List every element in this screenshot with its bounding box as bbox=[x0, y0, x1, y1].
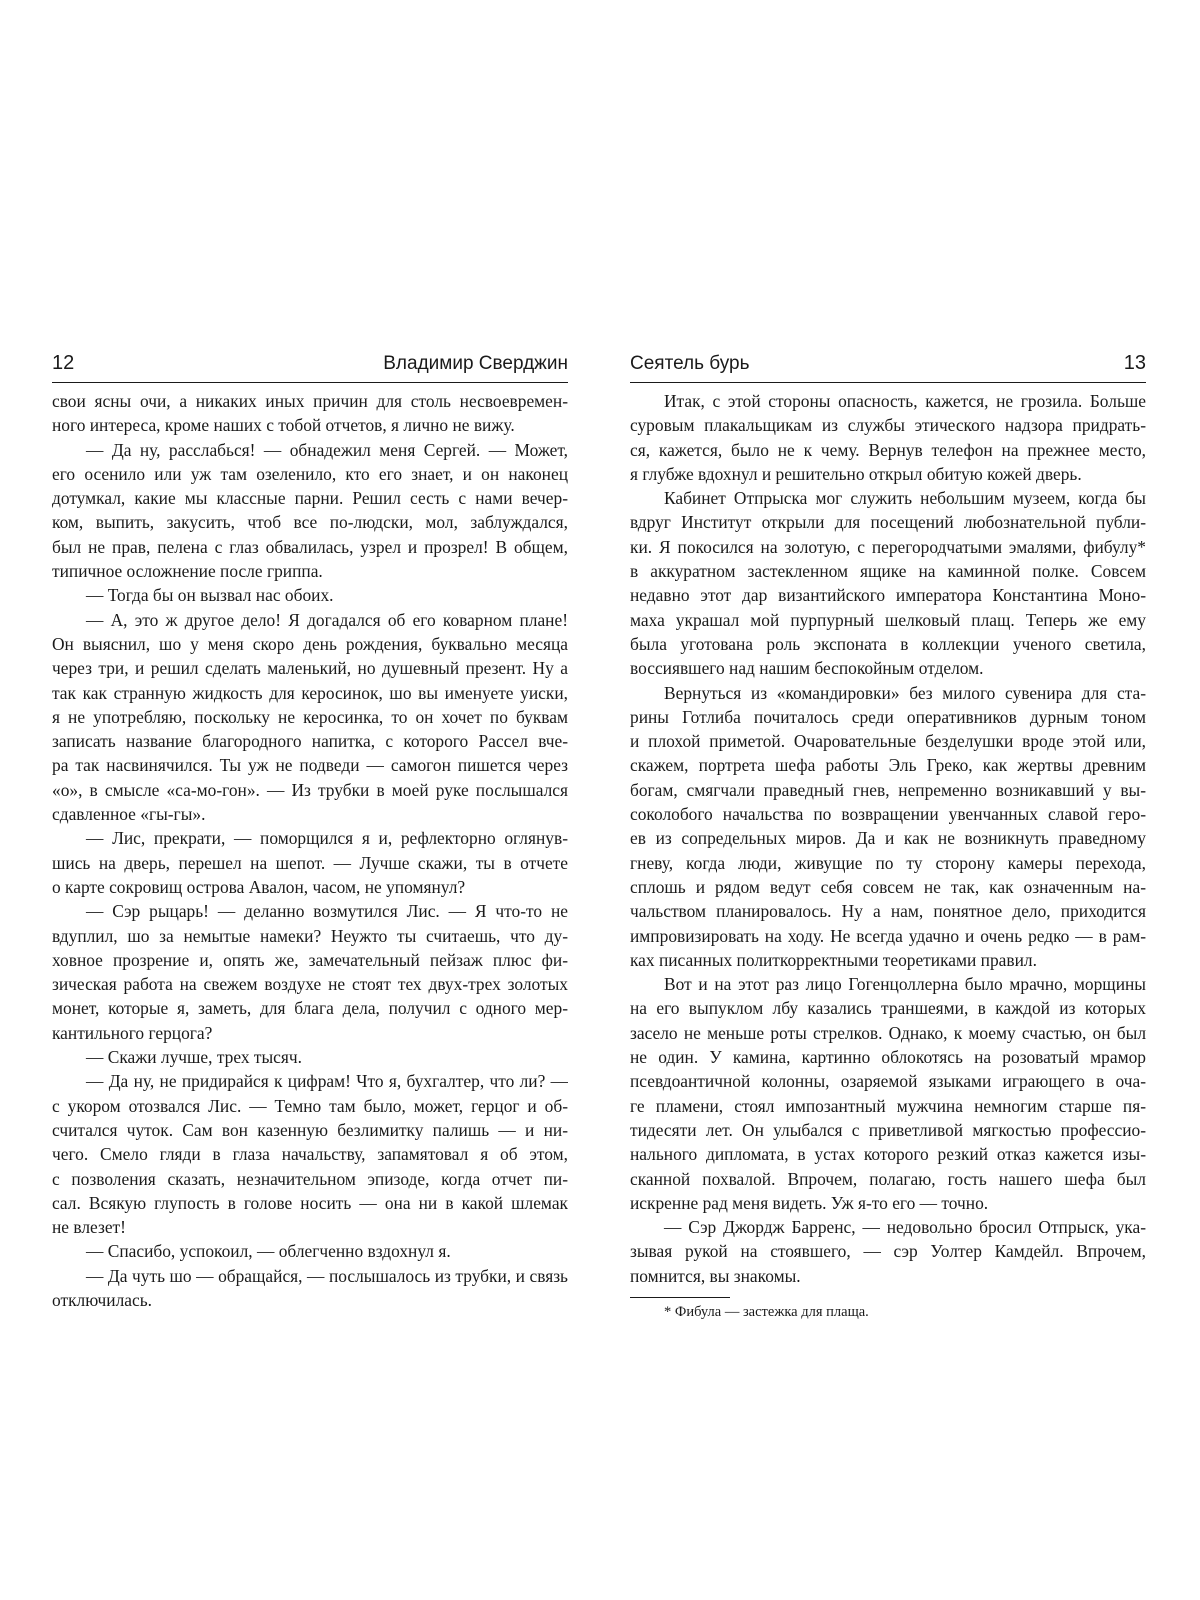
text-line: и плохой приметой. Очаровательные безделушки вроде этой или, bbox=[630, 731, 1146, 752]
text-line: была уготована роль экспоната в коллекции ученого светила, bbox=[630, 633, 1146, 654]
text-line: кантильного герцога? bbox=[52, 1022, 213, 1043]
text-line: — Да чуть шо — обращайся, — послышалось из трубки, и связь bbox=[86, 1265, 568, 1286]
text-line: соколобого начальства по возвращении увенчанных славой геро- bbox=[630, 804, 1146, 825]
left-body-text bbox=[52, 389, 568, 1312]
text-line: ного интереса, кроме наших с тобой отчетов, я лично не вижу. bbox=[52, 415, 515, 436]
text-line: — А, это ж другое дело! Я догадался об его коварном плане! bbox=[86, 609, 568, 630]
text-line: дотумкал, какие мы классные парни. Решил сесть с нами вечер- bbox=[52, 488, 568, 509]
text-line: тидесяти лет. Он улыбался с приветливой мягкостью профессио- bbox=[630, 1119, 1146, 1140]
text-line: — Да ну, не придирайся к цифрам! Что я, бухгалтер, что ли? — bbox=[86, 1071, 568, 1092]
text-line: недавно этот дар византийского императора Константина Моно- bbox=[630, 585, 1146, 606]
footnote: * Фибула — застежка для плаща. bbox=[664, 1303, 869, 1320]
text-line: засело не меньше роты стрелков. Однако, к моему счастью, он был bbox=[630, 1022, 1146, 1043]
text-line: свои ясны очи, а никаких иных причин для столь несвоевремен- bbox=[52, 391, 568, 411]
text-line: — Да ну, расслабься! — обнадежил меня Сергей. — Может, bbox=[86, 439, 568, 460]
text-line: — Скажи лучше, трех тысяч. bbox=[86, 1047, 302, 1068]
text-line: Кабинет Отпрыска мог служить небольшим музеем, когда бы bbox=[664, 488, 1146, 509]
right-running-head-title: Сеятель бурь bbox=[630, 353, 750, 374]
text-line: не влезет! bbox=[52, 1217, 126, 1238]
text-line: монет, которые я, заметь, для блага дела, получил с одного мер- bbox=[52, 998, 568, 1019]
footnote-divider bbox=[630, 1297, 730, 1298]
right-page bbox=[630, 352, 1146, 1322]
text-line: ге пламени, стоял импозантный мужчина немногим старше пя- bbox=[630, 1095, 1146, 1116]
text-line: богам, смягчали праведный гнев, непременно возникавший у вы- bbox=[630, 779, 1146, 800]
text-line: воссиявшего над нашим беспокойным отделом. bbox=[630, 658, 984, 679]
text-line: Он выяснил, шо у меня скоро день рождения, буквально месяца bbox=[52, 633, 568, 654]
text-line: через три, и решил сделать маленький, но душевный презент. Ну а bbox=[52, 658, 568, 679]
text-line: ки. Я покосился на золотую, с перегородчатыми эмалями, фибулу* bbox=[630, 536, 1146, 557]
text-line: сканной похвалой. Впрочем, полагаю, гость нашего шефа был bbox=[630, 1168, 1146, 1189]
text-line: записать название благородного напитка, с которого Рассел вче- bbox=[52, 731, 568, 752]
text-line: его осенило или уж там озеленило, кто его знает, и он наконец bbox=[52, 463, 568, 484]
text-line: маха украшал мой пурпурный шелковый плащ. Теперь же ему bbox=[630, 609, 1146, 630]
text-line: — Сэр Джордж Барренс, — недовольно бросил Отпрыск, ука- bbox=[664, 1217, 1146, 1238]
text-line: сал. Всякую глупость в голове носить — она ни в какой шлемак bbox=[52, 1192, 568, 1213]
text-line: — Лис, прекрати, — поморщился я и, рефлекторно оглянув- bbox=[86, 828, 568, 849]
text-line: отключилась. bbox=[52, 1289, 152, 1310]
text-line: ком, выпить, закусить, чтоб все по-людски, мол, заблуждался, bbox=[52, 512, 568, 533]
text-line: — Тогда бы он вызвал нас обоих. bbox=[86, 585, 334, 606]
text-line: был не прав, пелена с глаз обвалилась, узрел и прозрел! В общем, bbox=[52, 536, 568, 557]
text-line: сплошь и рядом ведут себя совсем не так, как означенным на- bbox=[630, 876, 1146, 897]
text-line: на его выпуклом лбу казались траншеями, в каждой из которых bbox=[630, 998, 1146, 1019]
text-line: так как странную жидкость для керосинок, шо вы именуете уиски, bbox=[52, 682, 568, 703]
text-line: гневу, когда люди, живущие по ту сторону камеры перехода, bbox=[630, 852, 1146, 873]
text-line: импровизировать на ходу. Не всегда удачно и очень редко — в рам- bbox=[630, 925, 1146, 946]
right-page-number: 13 bbox=[1123, 352, 1146, 374]
text-line: чальством планировалось. Ну а нам, понятное дело, приходится bbox=[630, 901, 1146, 922]
text-line: я не употребляю, поскольку не керосинка, то он хочет по буквам bbox=[52, 706, 568, 727]
text-line: я глубже вдохнул и решительно открыл обитую кожей дверь. bbox=[630, 463, 1082, 484]
text-line: псевдоантичной колонны, озаряемой языками играющего в оча- bbox=[630, 1071, 1146, 1092]
text-line: ев из сопредельных миров. Да и как не возникнуть праведному bbox=[630, 828, 1146, 849]
left-running-head bbox=[52, 352, 568, 383]
text-line: Вот и на этот раз лицо Гогенцоллерна было мрачно, морщины bbox=[664, 974, 1146, 995]
text-line: с укором отозвался Лис. — Темно там было, может, герцог и об- bbox=[52, 1095, 568, 1116]
text-line: рины Готлиба почиталось среди оперативников дурным тоном bbox=[630, 706, 1146, 727]
text-line: чего. Смело гляди в глаза начальству, запамятовал я об этом, bbox=[52, 1144, 568, 1165]
text-line: «о», в смысле «са-мо-гон». — Из трубки в моей руке послышался bbox=[52, 779, 568, 800]
text-line: в аккуратном застекленном ящике на каминной полке. Совсем bbox=[630, 561, 1146, 582]
text-line: типичное осложнение после гриппа. bbox=[52, 561, 323, 582]
left-page bbox=[52, 352, 568, 1312]
left-page-number: 12 bbox=[52, 352, 75, 374]
text-line: Итак, с этой стороны опасность, кажется, не грозила. Больше bbox=[664, 391, 1146, 411]
text-line: ся, кажется, было не к чему. Вернув телефон на прежнее место, bbox=[630, 439, 1146, 460]
text-line: шись на дверь, перешел на шепот. — Лучше скажи, ты в отчете bbox=[52, 852, 568, 873]
right-body-text bbox=[630, 389, 1146, 1288]
text-line: вдруг Институт открыли для посещений любознательной публи- bbox=[630, 512, 1146, 533]
text-line: зическая работа на свежем воздухе не стоят тех двух-трех золотых bbox=[52, 974, 568, 995]
text-line: не один. У камина, картинно облокотясь на розоватый мрамор bbox=[630, 1047, 1146, 1068]
text-line: Вернуться из «командировки» без милого сувенира для ста- bbox=[664, 682, 1146, 703]
text-line: искренне рад меня видеть. Уж я-то его — точно. bbox=[630, 1192, 989, 1213]
text-line: считался чуток. Сам вон казенную безлимитку палишь — и ни- bbox=[52, 1119, 568, 1140]
text-line: — Спасибо, успокоил, — облегченно вздохнул я. bbox=[86, 1241, 451, 1262]
left-running-head-title: Владимир Сверджин bbox=[383, 353, 568, 374]
text-line: ховное прозрение и, опять же, замечательный пейзаж плюс фи- bbox=[52, 949, 568, 970]
text-line: с позволения сказать, незначительном эпизоде, когда отчет пи- bbox=[52, 1168, 568, 1189]
text-line: помнится, вы знакомы. bbox=[630, 1265, 801, 1286]
text-line: суровым плакальщикам из службы этического надзора придрать- bbox=[630, 415, 1146, 436]
text-line: ках писанных политкорректными теоретиками правил. bbox=[630, 949, 1037, 970]
right-running-head bbox=[630, 352, 1146, 383]
text-line: вдуплил, шо за немытые намеки? Неужто ты считаешь, что ду- bbox=[52, 925, 568, 946]
text-line: зывая рукой на стоявшего, — сэр Уолтер Камдейл. Впрочем, bbox=[630, 1241, 1146, 1262]
text-line: ра так насвинячился. Ты уж не подведи — самогон пишется через bbox=[52, 755, 568, 776]
text-line: нального дипломата, в устах которого резкий отказ кажется изы- bbox=[630, 1144, 1146, 1165]
text-line: сдавленное «гы-гы». bbox=[52, 804, 206, 825]
text-line: о карте сокровищ острова Авалон, часом, не упомянул? bbox=[52, 876, 466, 897]
text-line: — Сэр рыцарь! — деланно возмутился Лис. — Я что-то не bbox=[86, 901, 568, 922]
text-line: скажем, портрета шефа работы Эль Греко, как жертвы древним bbox=[630, 755, 1146, 776]
